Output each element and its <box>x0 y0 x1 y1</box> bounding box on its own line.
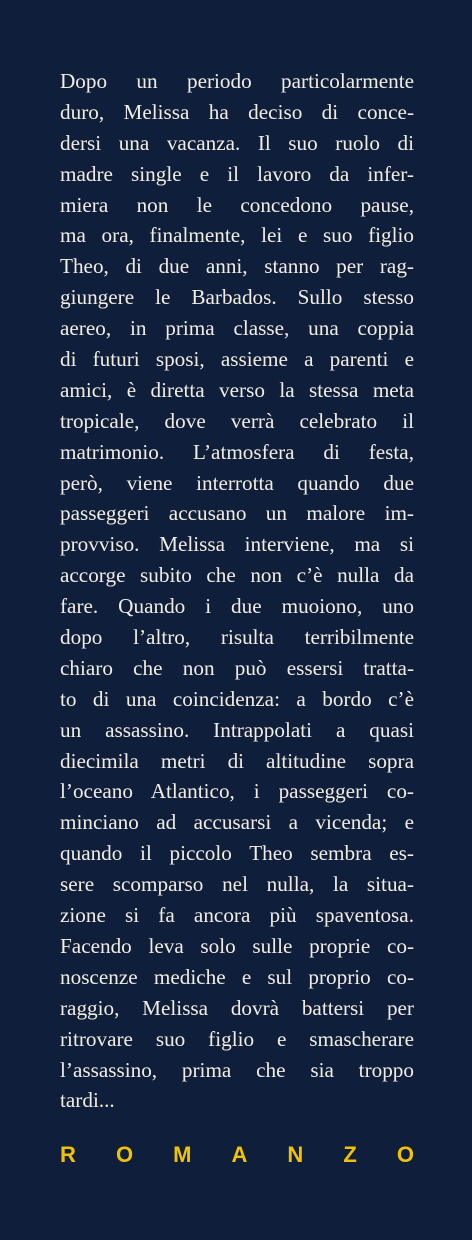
genre-letter: N <box>287 1142 304 1167</box>
synopsis-line: sere scomparso nel nulla, la situa- <box>60 872 414 897</box>
genre-letter: O <box>115 1142 134 1167</box>
genre-letter: R <box>60 1142 76 1167</box>
synopsis-line: zione si fa ancora più spaventosa. <box>60 903 414 928</box>
synopsis-line: tropicale, dove verrà celebrato il <box>60 408 414 433</box>
synopsis-line: tardi... <box>60 1088 115 1113</box>
synopsis-line: chiaro che non può essersi tratta- <box>60 655 414 680</box>
synopsis-line: matrimonio. L’atmosfera di festa, <box>60 439 414 464</box>
synopsis-line: to di una coincidenza: a bordo c’è <box>60 686 414 711</box>
synopsis-line: quando il piccolo Theo sembra es- <box>60 841 414 866</box>
synopsis-line: madre single e il lavoro da infer- <box>60 161 414 186</box>
synopsis-line: giungere le Barbados. Sullo stesso <box>60 285 414 310</box>
synopsis-line: passeggeri accusano un malore im- <box>60 501 414 526</box>
synopsis-line: aereo, in prima classe, una coppia <box>60 316 414 341</box>
synopsis-line: miera non le concedono pause, <box>60 192 414 217</box>
synopsis-line: minciano ad accusarsi a vicenda; e <box>60 810 414 835</box>
synopsis-line: accorge subito che non c’è nulla da <box>60 563 414 588</box>
synopsis-line: noscenze mediche e sul proprio co- <box>60 964 414 989</box>
synopsis-line: amici, è diretta verso la stessa meta <box>60 377 414 402</box>
genre-letter: Z <box>343 1142 357 1167</box>
synopsis-line: ma ora, finalmente, lei e suo figlio <box>60 223 414 248</box>
synopsis-line: fare. Quando i due muoiono, uno <box>60 594 414 619</box>
synopsis-line: duro, Melissa ha deciso di conce- <box>60 99 414 124</box>
synopsis-line: Theo, di due anni, stanno per rag- <box>60 254 414 279</box>
synopsis-line: dersi una vacanza. Il suo ruolo di <box>60 130 414 155</box>
synopsis-line: di futuri sposi, assieme a parenti e <box>60 347 414 372</box>
synopsis-line: dopo l’altro, risulta terribilmente <box>60 625 414 650</box>
synopsis-line: un assassino. Intrappolati a quasi <box>60 717 414 742</box>
synopsis-line: l’oceano Atlantico, i passeggeri co- <box>60 779 414 804</box>
genre-letter: A <box>231 1142 248 1167</box>
synopsis-line: provviso. Melissa interviene, ma si <box>60 532 414 557</box>
synopsis-line: raggio, Melissa dovrà battersi per <box>60 995 414 1020</box>
genre-letter: O <box>396 1142 414 1167</box>
synopsis-line: l’assassino, prima che sia troppo <box>60 1057 414 1082</box>
synopsis-line: però, viene interrotta quando due <box>60 470 414 495</box>
genre-label <box>60 1137 414 1173</box>
synopsis-line: Facendo leva solo sulle proprie co- <box>60 933 414 958</box>
synopsis-line: Dopo un periodo particolarmente <box>60 69 414 93</box>
synopsis-line: ritrovare suo figlio e smascherare <box>60 1026 414 1051</box>
synopsis-line: diecimila metri di altitudine sopra <box>60 748 414 773</box>
genre-letter: M <box>173 1142 192 1167</box>
synopsis-text <box>60 66 414 1116</box>
